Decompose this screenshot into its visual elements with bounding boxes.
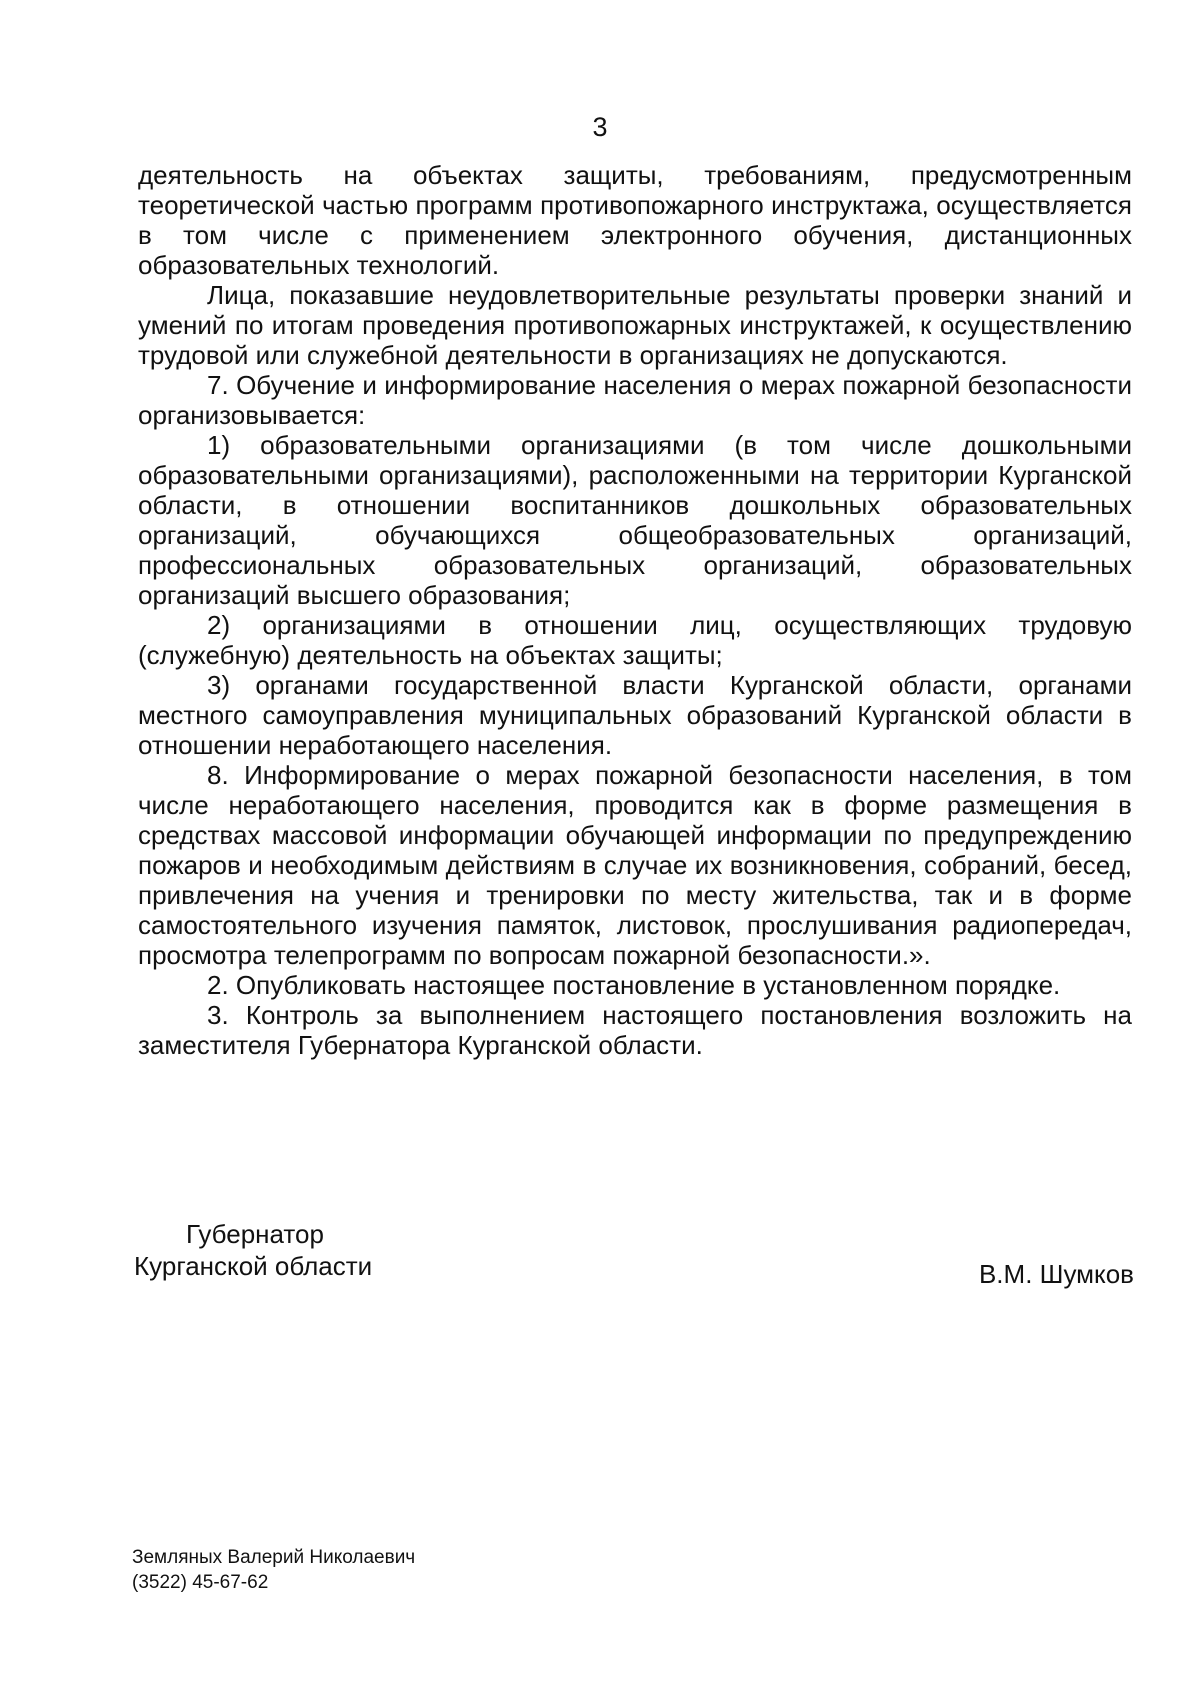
paragraph-continuation: деятельность на объектах защиты, требованиям, предусмотренным теоретической частью программ противопожарного инструктажа, осуществляется в том числе с применением электронного обучения, дистанционных образовательных технологий. bbox=[138, 160, 1132, 280]
paragraph-subitem-2: 2) организациями в отношении лиц, осуществляющих трудовую (служебную) деятельность на объектах защиты; bbox=[138, 610, 1132, 670]
page-number: 3 bbox=[592, 112, 608, 142]
contact-info bbox=[132, 1545, 415, 1595]
paragraph-publish: 2. Опубликовать настоящее постановление в установленном порядке. bbox=[207, 970, 1061, 1000]
signer-name: В.М. Шумков bbox=[978, 1259, 1134, 1289]
paragraph-item-8: 8. Информирование о мерах пожарной безопасности населения, в том числе неработающего населения, проводится как в форме размещения в средствах массовой информации обучающей информации по предупреждению пожаров и необходимым действиям в случае их возникновения, собраний, бесед, привлечения на учения и тренировки по месту жительства, так и в форме самостоятельного изучения памяток, листовок, прослушивания радиопередач, просмотра телепрограмм по вопросам пожарной безопасности.». bbox=[138, 760, 1132, 970]
contact-name: Земляных Валерий Николаевич bbox=[132, 1547, 416, 1568]
paragraph-item-7: 7. Обучение и информирование населения о мерах пожарной безопасности организовывается: bbox=[138, 370, 1132, 430]
document-body bbox=[138, 160, 1132, 1060]
paragraph-subitem-1: 1) образовательными организациями (в том числе дошкольными образовательными организациями), расположенными на территории Курганской области, в отношении воспитанников дошкольных образовательных организаций, обучающихся общеобразовательных организаций, профессиональных образовательных организаций, образовательных организаций высшего образования; bbox=[138, 430, 1132, 610]
contact-phone: (3522) 45-67-62 bbox=[132, 1572, 269, 1593]
signer-position-line1: Губернатор bbox=[186, 1219, 324, 1249]
signature-block bbox=[134, 1218, 1134, 1289]
paragraph-subitem-3: 3) органами государственной власти Курганской области, органами местного самоуправления муниципальных образований Курганской области в отношении неработающего населения. bbox=[138, 670, 1132, 760]
paragraph-control: 3. Контроль за выполнением настоящего постановления возложить на заместителя Губернатора Курганской области. bbox=[138, 1000, 1132, 1060]
signer-position-line2: Курганской области bbox=[134, 1251, 373, 1281]
paragraph-inadmissible-persons: Лица, показавшие неудовлетворительные результаты проверки знаний и умений по итогам проведения противопожарных инструктажей, к осуществлению трудовой или служебной деятельности в организациях не допускаются. bbox=[138, 280, 1132, 370]
